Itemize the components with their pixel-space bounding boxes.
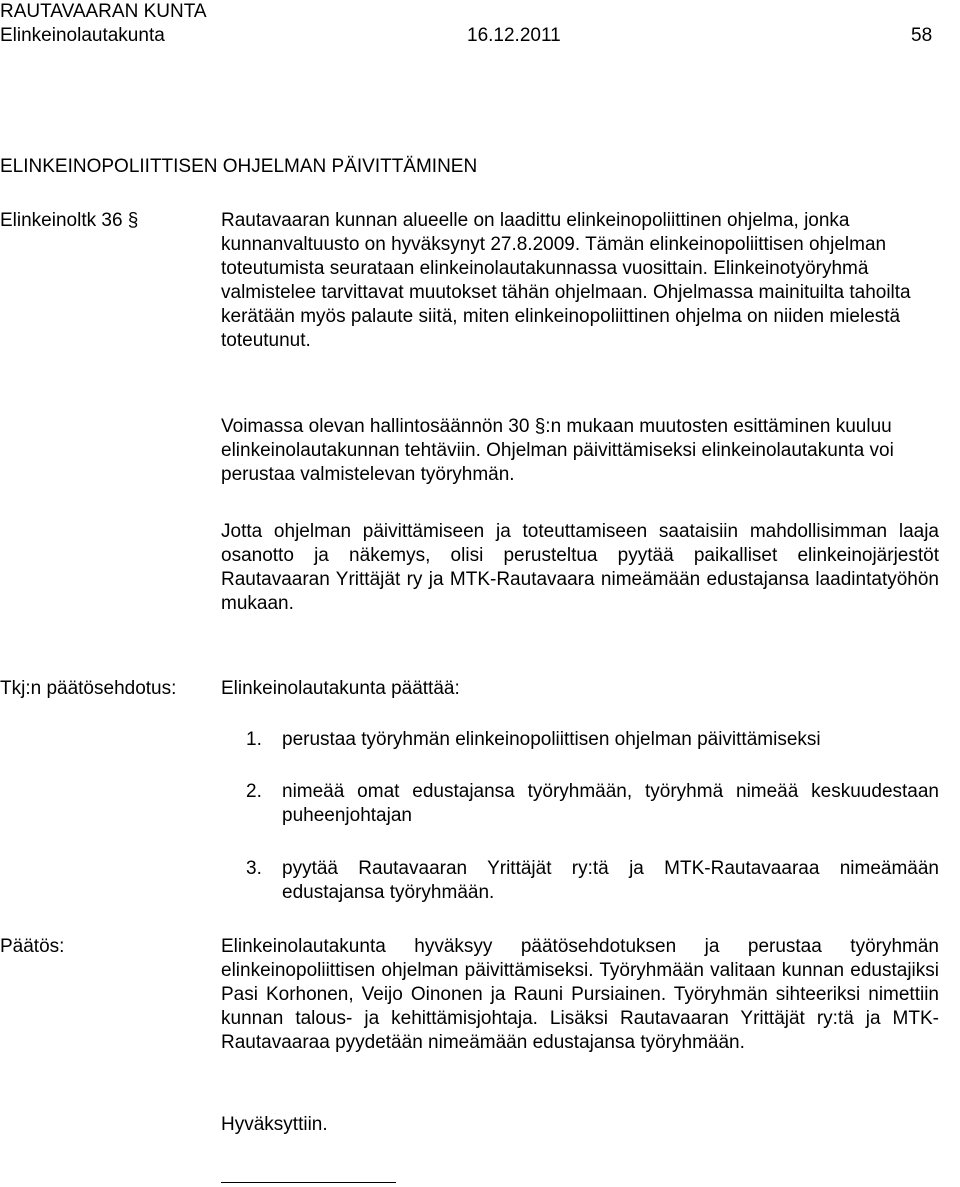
section-reference: Elinkeinoltk 36 § <box>0 210 139 231</box>
list-item-number: 1. <box>246 729 262 750</box>
paragraph-text: Rautavaaran kunnan alueelle on laadittu elinkeinopoliittinen ohjelma, jonka kunnanvaltuusto on hyväksynyt 27.8.2009. Tämän elinkeinopoliittisen ohjelman toteutumista seurataan elinkeinolautakunnassa vuosittain. Elinkeinotyöryhmä valmistelee tarvittavat muutokset tähän ohjelmaan. Ohjelmassa mainituilta tahoilta kerätään myös palaute siitä, miten elinkeinopoliittinen ohjelma on niiden mielestä toteutunut. <box>221 210 911 351</box>
signature-line <box>221 1182 396 1183</box>
list-item-text: nimeää omat edustajansa työryhmään, työryhmä nimeää keskuudestaan puheenjohtajan <box>282 781 939 826</box>
decision-paragraph <box>221 935 939 1055</box>
paragraph-text: Voimassa olevan hallintosäännön 30 §:n mukaan muutosten esittäminen kuuluu elinkeinolautakunnan tehtäviin. Ohjelman päivittämiseksi elinkeinolautakunta voi perustaa valmistelevan työryhmän. <box>221 416 894 485</box>
list-item <box>246 857 939 905</box>
list-item-number: 3. <box>246 858 262 879</box>
body-paragraph-2 <box>221 415 939 487</box>
list-item <box>246 780 939 828</box>
list-item <box>246 728 939 752</box>
decision-label: Päätös: <box>0 936 65 957</box>
list-item-text: pyytää Rautavaaran Yrittäjät ry:tä ja MTK-Rautavaaraa nimeämään edustajansa työryhmään. <box>282 858 939 903</box>
page-number: 58 <box>911 25 933 46</box>
document-title: ELINKEINOPOLIITTISEN OHJELMAN PÄIVITTÄMINEN <box>0 156 478 177</box>
proposal-label: Tkj:n päätösehdotus: <box>0 678 177 699</box>
decision-approved: Hyväksyttiin. <box>221 1114 328 1135</box>
proposal-text: Elinkeinolautakunta päättää: <box>221 678 460 699</box>
list-item-number: 2. <box>246 781 262 802</box>
organization-name: RAUTAVAARAN KUNTA <box>0 1 207 22</box>
committee-name: Elinkeinolautakunta <box>0 25 165 46</box>
decision-text: Elinkeinolautakunta hyväksyy päätösehdotuksen ja perustaa työryhmän elinkeinopoliittisen ohjelman päivittämiseksi. Työryhmään valitaan kunnan edustajiksi Pasi Korhonen, Veijo Oinonen ja Rauni Pursiainen. Työryhmän sihteeriksi nimettiin kunnan talous- ja kehittämisjohtaja. Lisäksi Rautavaaran Yrittäjät ry:tä ja MTK-Rautavaaraa pyydetään nimeämään edustajansa työryhmään. <box>221 936 939 1053</box>
meeting-date: 16.12.2011 <box>467 25 561 46</box>
paragraph-text: Jotta ohjelman päivittämiseen ja toteuttamiseen saataisiin mahdollisimman laaja osanotto ja näkemys, olisi perusteltua pyytää paikalliset elinkeinojärjestöt Rautavaaran Yrittäjät ry ja MTK-Rautavaara nimeämään edustajansa laadintatyöhön mukaan. <box>221 521 939 614</box>
body-paragraph-1 <box>221 209 939 353</box>
body-paragraph-3 <box>221 520 939 616</box>
list-item-text: perustaa työryhmän elinkeinopoliittisen ohjelman päivittämiseksi <box>282 729 821 750</box>
